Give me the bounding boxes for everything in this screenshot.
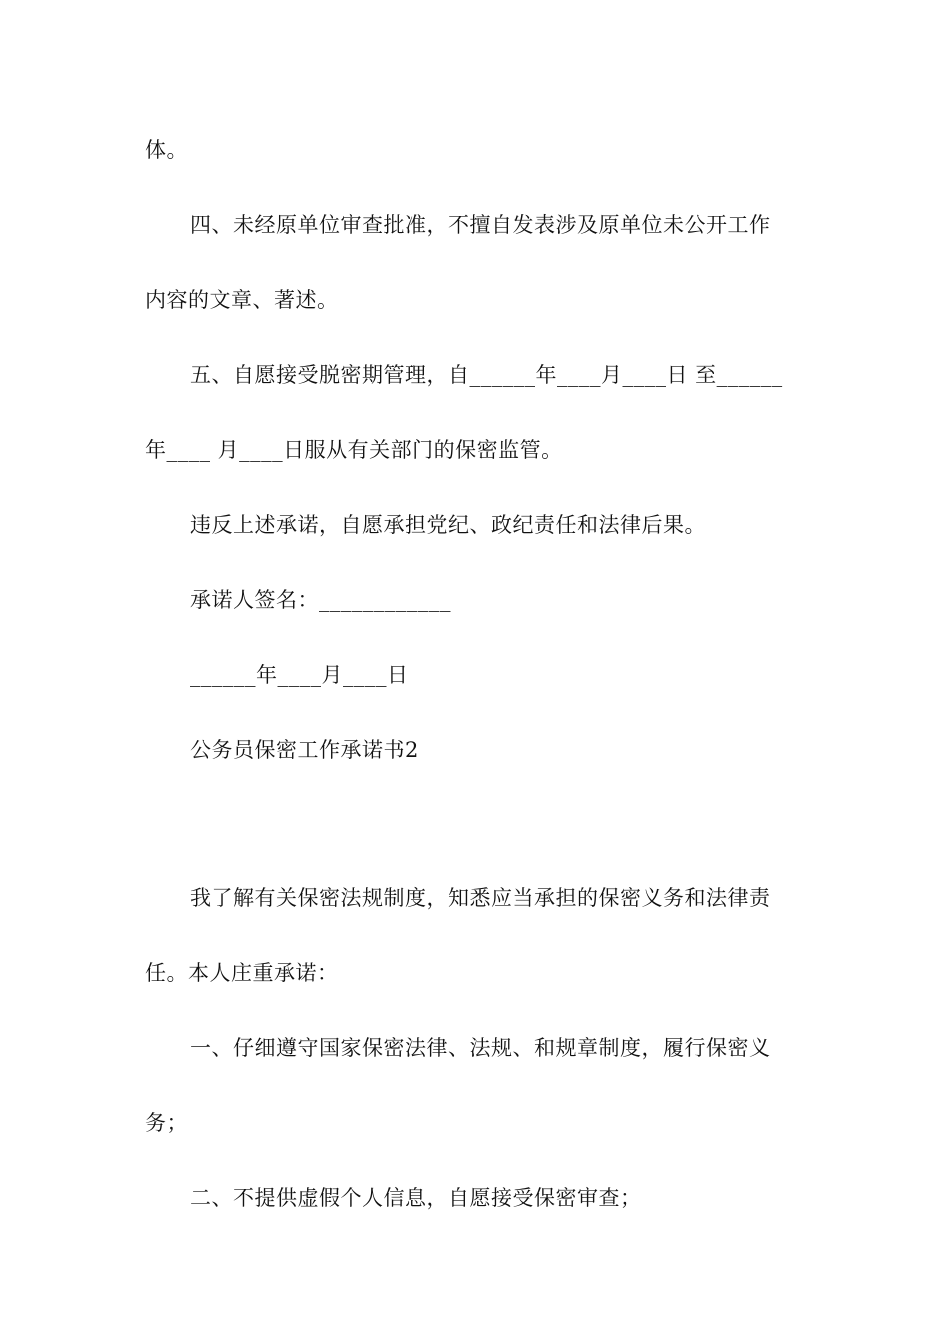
violation-statement: 违反上述承诺，自愿承担党纪、政纪责任和法律后果。	[190, 513, 706, 537]
clause-five: 五、自愿接受脱密期管理，自______年____月____日 至______	[190, 363, 783, 387]
signature-line: 承诺人签名：____________	[190, 588, 451, 612]
section-title: 公务员保密工作承诺书2	[190, 738, 419, 762]
clause-two: 二、不提供虚假个人信息，自愿接受保密审查；	[190, 1186, 642, 1210]
clause-four: 四、未经原单位审查批准，不擅自发表涉及原单位未公开工作	[190, 213, 771, 237]
date-line: ______年____月____日	[190, 663, 409, 687]
clause-one: 一、仔细遵守国家保密法律、法规、和规章制度，履行保密义	[190, 1036, 771, 1060]
clause-one-continuation: 务；	[145, 1111, 188, 1135]
clause-five-continuation: 年____ 月____日服从有关部门的保密监管。	[145, 438, 563, 462]
clause-four-continuation: 内容的文章、著述。	[145, 288, 339, 312]
intro-paragraph-continuation: 任。本人庄重承诺：	[145, 961, 339, 985]
intro-paragraph: 我了解有关保密法规制度，知悉应当承担的保密义务和法律责	[190, 886, 771, 910]
paragraph-continuation: 体。	[145, 138, 188, 162]
